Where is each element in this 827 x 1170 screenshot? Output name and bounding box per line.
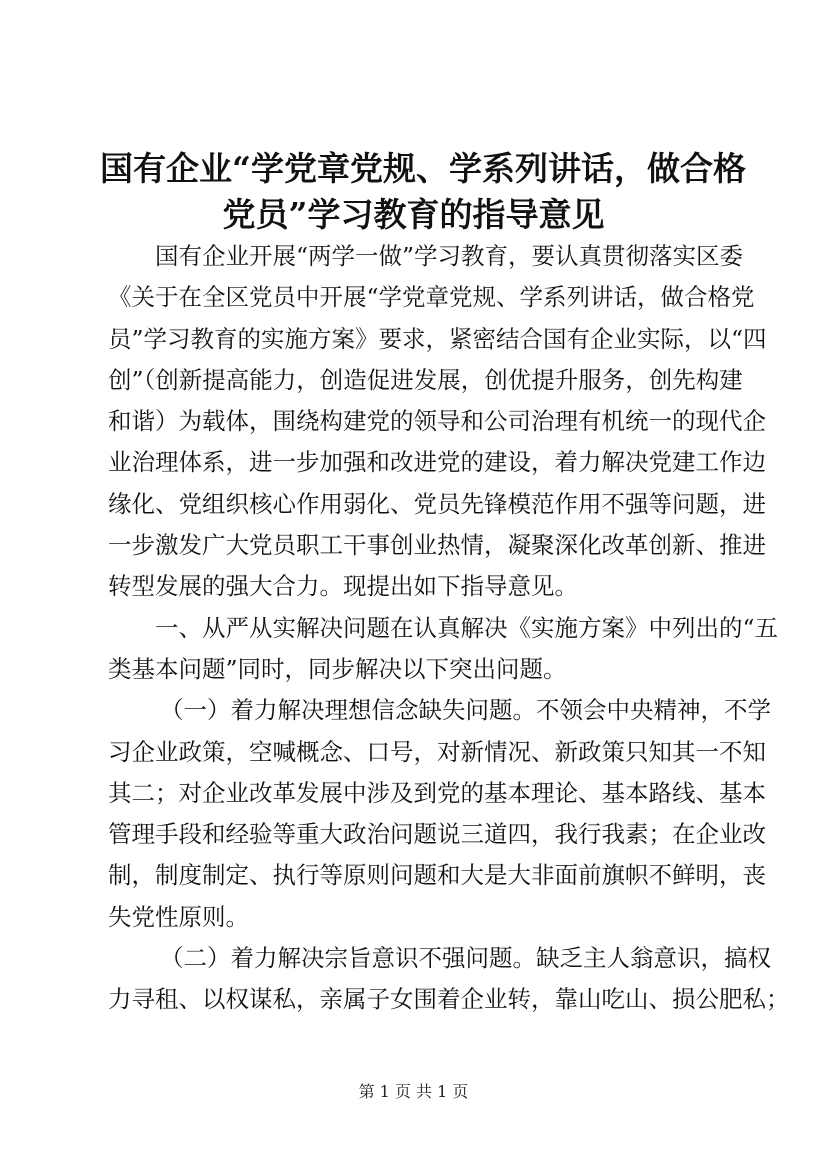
section-heading-line: 一、从严从实解决问题在认真解决《实施方案》中列出的“五 [155, 613, 779, 642]
paragraph-line: 转型发展的强大合力。现提出如下指导意见。 [108, 572, 578, 601]
paragraph-line: 和谐）为载体，围绕构建党的领导和公司治理有机统一的现代企 [108, 407, 766, 436]
paragraph-line: 创”（创新提高能力，创造促进发展，创优提升服务，创先构建 [108, 365, 743, 394]
document-body [108, 236, 790, 1021]
paragraph-line: 力寻租、以权谋私，亲属子女围着企业转，靠山吃山、损公肥私； [108, 985, 790, 1014]
page-number-footer: 第 1 页 共 1 页 [358, 1082, 469, 1101]
paragraph-line: 制，制度制定、执行等原则问题和大是大非面前旗帜不鲜明，丧 [108, 861, 766, 890]
paragraph-line: 一步激发广大党员职工干事创业热情，凝聚深化改革创新、推进 [108, 531, 766, 560]
paragraph-line: 其二；对企业改革发展中涉及到党的基本理论、基本路线、基本 [108, 778, 766, 807]
paragraph-line: 《关于在全区党员中开展“学党章党规、学系列讲话，做合格党 [108, 283, 755, 312]
paragraph-line: 业治理体系，进一步加强和改进党的建设，着力解决党建工作边 [108, 448, 766, 477]
subsection-line: （一）着力解决理想信念缺失问题。不领会中央精神，不学 [160, 696, 771, 725]
paragraph-line: 国有企业开展“两学一做”学习教育，要认真贯彻落实区委 [155, 242, 744, 270]
paragraph-line: 失党性原则。 [108, 902, 249, 931]
paragraph-line: 类基本问题”同时，同步解决以下突出问题。 [108, 654, 567, 683]
paragraph-line: 习企业政策，空喊概念、口号，对新情况、新政策只知其一不知 [108, 737, 766, 766]
paragraph-line: 管理手段和经验等重大政治问题说三道四，我行我素；在企业改 [108, 820, 766, 849]
document-title-line-2: 党员”学习教育的指导意见 [222, 195, 605, 234]
paragraph-line: 缘化、党组织核心作用弱化、党员先锋模范作用不强等问题，进 [108, 489, 766, 518]
subsection-line: （二）着力解决宗旨意识不强问题。缺乏主人翁意识，搞权 [160, 944, 771, 973]
document-title-line-1: 国有企业“学党章党规、学系列讲话，做合格 [100, 149, 746, 188]
paragraph-line: 员”学习教育的实施方案》要求，紧密结合国有企业实际，以“四 [108, 324, 767, 353]
